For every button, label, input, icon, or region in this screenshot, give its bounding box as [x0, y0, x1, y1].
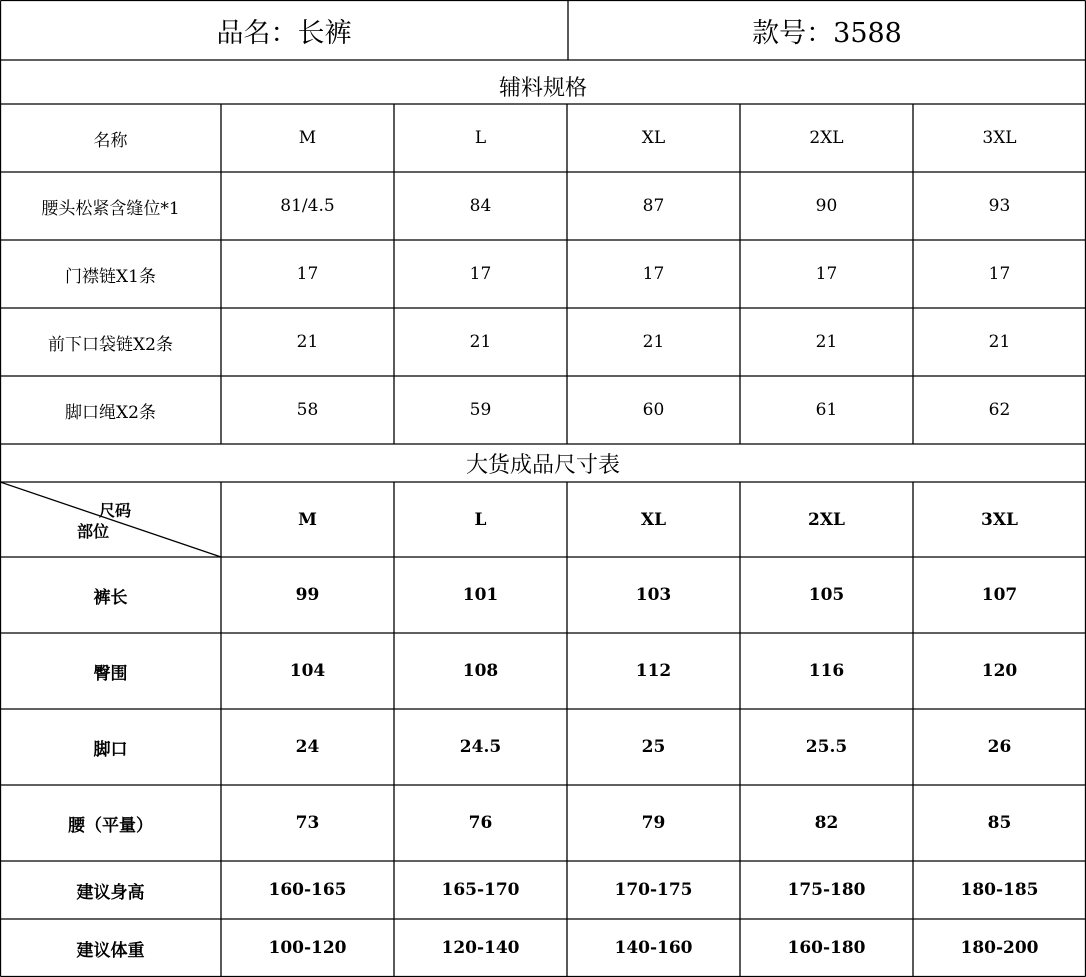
measurement-value: 180-200 [960, 938, 1039, 958]
product-name: 品名：长裤 [216, 17, 352, 49]
accessory-value: 21 [642, 332, 665, 352]
accessory-value: 21 [815, 332, 838, 352]
measurement-value: 24.5 [459, 737, 502, 757]
measurement-value: 104 [289, 661, 326, 681]
accessory-value: 21 [296, 332, 319, 352]
accessories-size-header: M [298, 128, 317, 148]
measurement-part: 脚口 [93, 739, 128, 760]
accessory-name: 脚口绳X2条 [65, 402, 156, 423]
accessory-value: 81/4.5 [280, 196, 335, 216]
measurement-value: 100-120 [268, 938, 347, 958]
accessory-value: 17 [296, 264, 319, 284]
measurement-value: 140-160 [614, 938, 693, 958]
accessory-value: 84 [469, 196, 492, 216]
measurement-value: 25 [641, 737, 666, 757]
measurement-value: 26 [987, 737, 1012, 757]
accessory-value: 59 [469, 400, 492, 420]
measurement-value: 76 [468, 813, 493, 833]
accessory-name: 前下口袋链X2条 [48, 334, 173, 355]
measurement-value: 105 [808, 585, 845, 605]
accessories-size-header: L [474, 128, 487, 148]
accessories-title: 辅料规格 [498, 75, 587, 101]
measurement-value: 99 [295, 585, 320, 605]
accessory-value: 17 [469, 264, 492, 284]
measurement-value: 73 [295, 813, 320, 833]
accessories-name-header: 名称 [93, 130, 128, 151]
measurement-value: 120-140 [441, 938, 520, 958]
measurement-value: 160-165 [268, 880, 347, 900]
measurement-value: 82 [814, 813, 839, 833]
measurement-value: 79 [641, 813, 666, 833]
accessory-value: 61 [815, 400, 838, 420]
measurement-value: 165-170 [441, 880, 520, 900]
measurement-value: 24 [295, 737, 320, 757]
measurement-value: 101 [462, 585, 499, 605]
corner-part-label: 部位 [77, 522, 110, 541]
style-number: 款号：3588 [752, 17, 902, 49]
measurement-value: 108 [462, 661, 499, 681]
finished-size-header: 3XL [981, 509, 1018, 530]
accessory-value: 90 [815, 196, 838, 216]
accessories-size-header: XL [641, 128, 666, 148]
measurement-part: 建议身高 [76, 882, 145, 903]
accessories-size-header: 3XL [982, 128, 1017, 148]
measurement-value: 107 [981, 585, 1018, 605]
measurement-value: 170-175 [614, 880, 693, 900]
accessory-name: 腰头松紧含缝位*1 [41, 198, 180, 219]
measurement-part: 建议体重 [76, 940, 145, 961]
measurement-part: 腰（平量） [68, 815, 153, 836]
measurement-value: 180-185 [960, 880, 1039, 900]
finished-title: 大货成品尺寸表 [465, 452, 620, 478]
finished-size-header: L [474, 509, 487, 530]
accessory-value: 17 [988, 264, 1011, 284]
accessory-value: 60 [642, 400, 665, 420]
accessory-value: 21 [469, 332, 492, 352]
measurement-value: 25.5 [805, 737, 848, 757]
measurement-value: 120 [981, 661, 1018, 681]
accessory-value: 62 [988, 400, 1011, 420]
accessory-value: 58 [296, 400, 319, 420]
accessory-value: 17 [815, 264, 838, 284]
corner-size-label: 尺码 [99, 501, 132, 520]
accessory-value: 17 [642, 264, 665, 284]
measurement-value: 116 [808, 661, 845, 681]
accessory-name: 门襟链X1条 [65, 266, 156, 287]
finished-size-header: XL [640, 509, 667, 530]
accessory-value: 93 [988, 196, 1011, 216]
accessory-value: 87 [642, 196, 665, 216]
finished-size-header: M [298, 509, 317, 530]
measurement-value: 175-180 [787, 880, 866, 900]
measurement-part: 臀围 [93, 663, 128, 684]
measurement-value: 112 [635, 661, 672, 681]
finished-size-header: 2XL [808, 509, 845, 530]
measurement-part: 裤长 [93, 587, 128, 608]
measurement-value: 160-180 [787, 938, 866, 958]
accessories-size-header: 2XL [809, 128, 844, 148]
measurement-value: 103 [635, 585, 672, 605]
accessory-value: 21 [988, 332, 1011, 352]
measurement-value: 85 [987, 813, 1012, 833]
